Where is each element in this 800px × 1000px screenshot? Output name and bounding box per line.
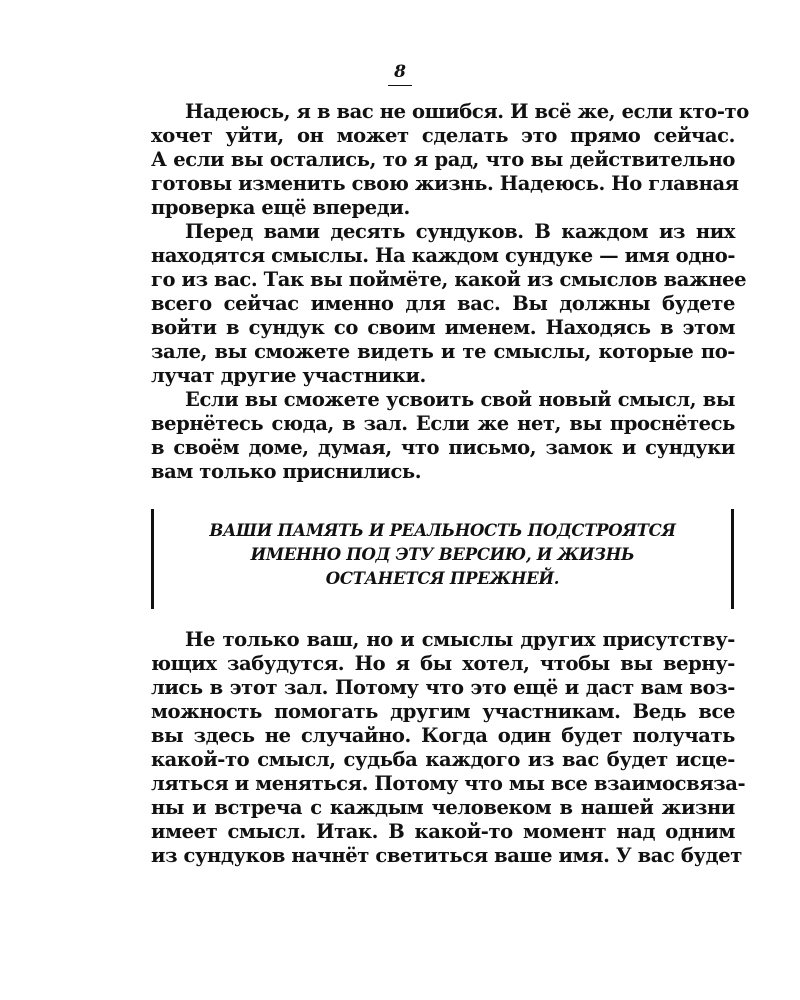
- page-number-value: 8: [388, 60, 412, 86]
- text-line: вернётесь сюда, в зал. Если же нет, вы проснётесь: [151, 412, 735, 435]
- text-line: ющих забудутся. Но я бы хотел, чтобы вы верну-: [151, 652, 735, 675]
- text-line: ны и встреча с каждым человеком в нашей жизни: [151, 796, 735, 819]
- text-line: имеет смысл. Итак. В какой-то момент над одним: [151, 820, 735, 843]
- text-line: готовы изменить свою жизнь. Надеюсь. Но главная: [151, 172, 739, 195]
- text-line: находятся смыслы. На каждом сундуке — имя одно-: [151, 244, 736, 267]
- text-line: Не только ваш, но и смыслы других присутству-: [185, 628, 735, 651]
- callout-line: ИМЕННО ПОД ЭТУ ВЕРСИЮ, И ЖИЗНЬ: [250, 545, 635, 564]
- text-line: вам только приснились.: [151, 460, 422, 483]
- text-line: проверка ещё впереди.: [151, 196, 410, 219]
- text-line: А если вы остались, то я рад, что вы действительно: [151, 148, 735, 171]
- callout-line: ВАШИ ПАМЯТЬ И РЕАЛЬНОСТЬ ПОДСТРОЯТСЯ: [209, 521, 676, 540]
- text-line: всего сейчас именно для вас. Вы должны будете: [151, 292, 735, 315]
- quote-callout: [151, 509, 734, 609]
- text-line: хочет уйти, он может сделать это прямо сейчас.: [151, 124, 735, 147]
- text-line: из сундуков начнёт светиться ваше имя. У вас будет: [151, 844, 742, 867]
- body-text-bottom: [151, 628, 746, 868]
- text-line: в своём доме, думая, что письмо, замок и сундуки: [151, 436, 735, 459]
- callout-line: ОСТАНЕТСЯ ПРЕЖНЕЙ.: [325, 569, 560, 588]
- text-line: Надеюсь, я в вас не ошибся. И всё же, если кто-то: [185, 100, 749, 123]
- text-line: вы здесь не случайно. Когда один будет получать: [151, 724, 735, 747]
- text-line: можность помогать другим участникам. Ведь все: [151, 700, 735, 723]
- text-line: какой-то смысл, судьба каждого из вас будет исце-: [151, 748, 735, 771]
- text-line: лись в этот зал. Потому что это ещё и даст вам воз-: [151, 676, 735, 699]
- text-line: Перед вами десять сундуков. В каждом из них: [185, 220, 735, 243]
- text-line: войти в сундук со своим именем. Находясь в этом: [151, 316, 735, 339]
- body-text-top: [151, 100, 749, 484]
- text-line: Если вы сможете усвоить свой новый смысл, вы: [185, 388, 735, 411]
- text-line: зале, вы сможете видеть и те смыслы, которые по-: [151, 340, 735, 363]
- text-line: го из вас. Так вы поймёте, какой из смыслов важнее: [151, 268, 747, 291]
- text-line: лучат другие участники.: [151, 364, 426, 387]
- page-number: [0, 60, 800, 86]
- text-line: ляться и меняться. Потому что мы все взаимосвяза-: [151, 772, 746, 795]
